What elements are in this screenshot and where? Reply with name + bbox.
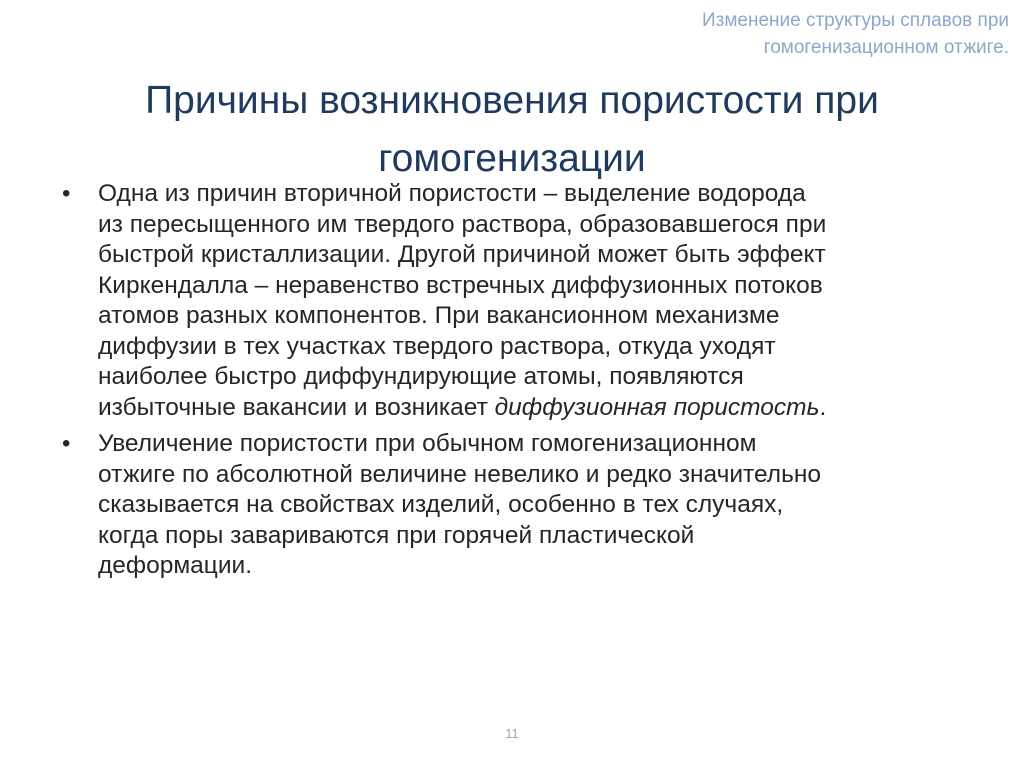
bullet-2-line-1: Увеличение пористости при обычном гомогенизационном	[98, 430, 757, 457]
bullet-marker-icon: •	[62, 430, 71, 457]
bullet-1-line-7: наиболее быстро диффундирующие атомы, появляются	[98, 363, 744, 390]
slide-title-line-2: гомогенизации	[378, 137, 646, 180]
bullet-item-1	[62, 179, 962, 423]
bullet-1-line-5: атомов разных компонентов. При вакансионном механизме	[98, 302, 780, 329]
bullet-1-line-4: Киркендалла – неравенство встречных диффузионных потоков	[98, 271, 823, 299]
bullet-1-line-3: быстрой кристаллизации. Другой причиной может быть эффект	[98, 241, 826, 268]
header-note	[489, 7, 1009, 61]
bullet-1-line-1: Одна из причин вторичной пористости – выделение водорода	[98, 180, 806, 207]
bullet-list	[62, 179, 962, 588]
bullet-1-line-8-suffix: .	[819, 393, 827, 421]
bullet-1-line-2: из пересыщенного им твердого раствора, образовавшегося при	[98, 210, 827, 238]
bullet-marker-icon: •	[62, 180, 71, 207]
bullet-2-line-4: когда поры завариваются при горячей пластической	[98, 521, 695, 549]
header-note-line-2: гомогенизационном отжиге.	[763, 37, 1009, 58]
slide-title-line-1: Причины возникновения пористости при	[145, 79, 879, 122]
bullet-1-line-6: диффузии в тех участках твердого раствора, откуда уходят	[98, 332, 776, 360]
bullet-1-line-8-prefix: избыточные вакансии и возникает	[98, 393, 495, 421]
header-note-line-1: Изменение структуры сплавов при	[701, 10, 1009, 31]
emphasized-term: диффузионная пористость	[494, 393, 820, 421]
bullet-item-2	[62, 429, 962, 582]
bullet-1-line-8	[98, 393, 962, 424]
bullet-2-line-5: деформации.	[98, 552, 253, 579]
slide-title	[40, 72, 984, 188]
bullet-2-line-2: отжиге по абсолютной величине невелико и редко значительно	[98, 460, 821, 488]
bullet-2-line-3: сказывается на свойствах изделий, особенно в тех случаях,	[98, 491, 784, 518]
page-number: 11	[505, 726, 519, 741]
